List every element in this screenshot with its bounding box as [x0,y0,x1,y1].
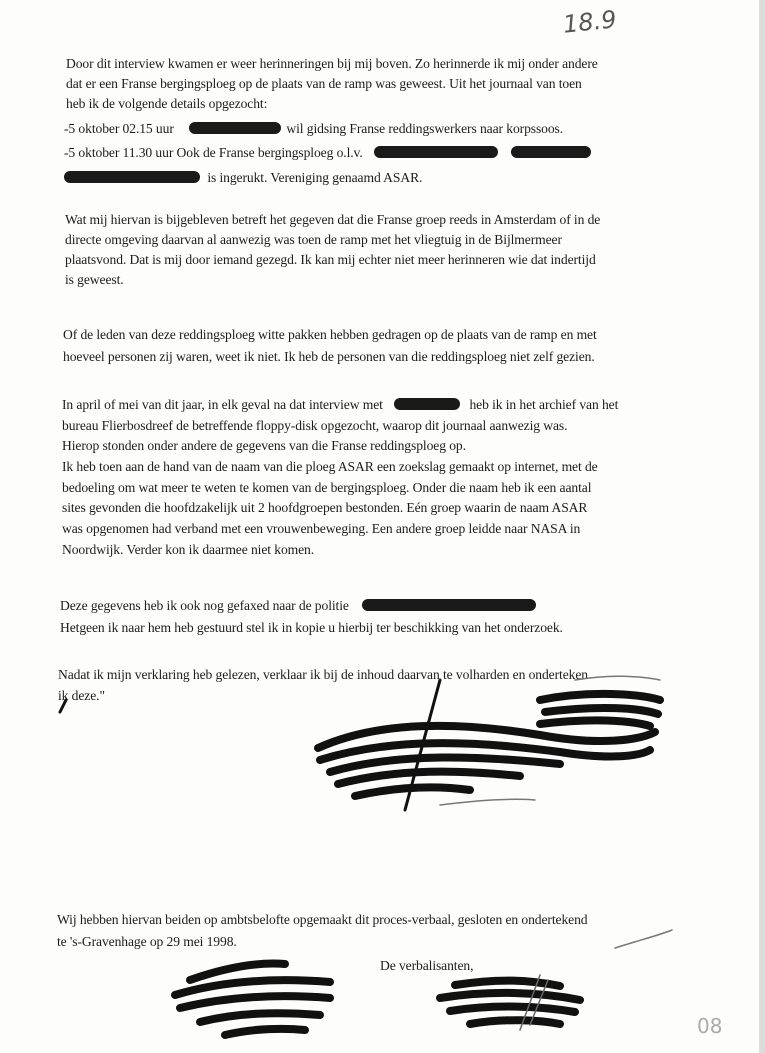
p3-line-2: hoeveel personen zij waren, weet ik niet. Ik heb de personen van die reddingsploeg niet zelf gezien. [63,349,595,364]
redaction-bar [64,171,200,183]
p4-line-4: Ik heb toen aan de hand van de naam van die ploeg ASAR een zoekslag gemaakt op internet, met de [62,459,598,474]
page-number: 18.9 [561,5,618,39]
p1-line-2: dat er een Franse bergingsploeg op de plaats van de ramp was geweest. Uit het journaal van toen [66,76,582,91]
p2-line-1: Wat mij hiervan is bijgebleven betreft het gegeven dat die Franse groep reeds in Amsterdam of in de [65,212,601,227]
p5-line-1 [60,598,536,614]
p6-line-1: Nadat ik mijn verklaring heb gelezen, verklaar ik bij de inhoud daarvan te volharden en onderteken [58,667,588,682]
redaction-bar [189,122,281,134]
p4-line-8: Noordwijk. Verder kon ik daarmee niet komen. [62,542,315,557]
log-entry-1 [64,121,563,137]
p4-line-1-text: In april of mei van dit jaar, in elk geval na dat interview met [62,397,383,412]
p4-line-3: Hierop stonden onder andere de gegevens van die Franse reddingsploeg op. [62,438,466,453]
p2-line-3: plaatsvond. Dat is mij door iemand gezegd. Ik kan mij echter niet meer herinneren wie dat indertijd [65,252,596,267]
p4-line-1 [62,397,618,413]
p5-line-1-text: Deze gegevens heb ik ook nog gefaxed naar de politie [60,598,349,613]
redaction-bar [374,146,498,158]
p2-line-2: directe omgeving daarvan al aanwezig was toen de ramp met het vliegtuig in de Bijlmermeer [65,232,562,247]
p2-line-4: is geweest. [65,272,124,287]
p1-line-3: heb ik de volgende details opgezocht: [66,96,268,111]
signature-scribble-witness [318,694,660,796]
redaction-bar [511,146,591,158]
p3-line-1: Of de leden van deze reddingsploeg witte pakken hebben gedragen op de plaats van de ramp en met [63,327,597,342]
p4-line-7: was opgenomen had verband met een vrouwenbeweging. Een andere groep leidde naar NASA in [62,521,581,536]
signature-scribble-officer-1 [175,964,330,1035]
log-entry-1-text: wil gidsing Franse reddingswerkers naar korpssoos. [286,121,564,136]
log-entry-3-text: is ingerukt. Vereniging genaamd ASAR. [207,170,423,185]
p1-line-1: Door dit interview kwamen er weer herinneringen bij mij boven. Zo herinnerde ik mij onder andere [66,56,598,71]
p6-line-2: ik deze." [58,688,105,703]
scan-edge [759,0,765,1053]
p4-line-5: bedoeling om wat meer te weten te komen van de bergingsploeg. Onder die naam heb ik een aantal [62,480,592,495]
closing-label: De verbalisanten, [380,958,474,973]
p7-line-2: te 's-Gravenhage op 29 mei 1998. [57,934,237,949]
scan-stamp-number: 08 [697,1014,723,1038]
log-entry-1-time: -5 oktober 02.15 uur [64,121,174,136]
p4-line-6: sites gevonden die hoofdzakelijk uit 2 hoofdgroepen bestonden. Eén groep waarin de naam ASAR [62,500,588,515]
p4-line-2: bureau Flierbosdreef de betreffende floppy-disk opgezocht, waarop dit journaal aanwezig was. [62,418,568,433]
redaction-bar [394,398,460,410]
p5-line-2: Hetgeen ik naar hem heb gestuurd stel ik in kopie u hierbij ter beschikking van het onderzoek. [60,620,563,635]
log-entry-2 [64,145,591,161]
log-entry-2-text: -5 oktober 11.30 uur Ook de Franse bergingsploeg o.l.v. [64,145,363,160]
redaction-bar [362,599,536,611]
p7-line-1: Wij hebben hiervan beiden op ambtsbelofte opgemaakt dit proces-verbaal, gesloten en ondertekend [57,912,588,927]
signature-scribble-officer-2 [440,981,580,1024]
log-entry-3 [64,170,422,186]
p4-line-1-rest: heb ik in het archief van het [469,397,619,412]
